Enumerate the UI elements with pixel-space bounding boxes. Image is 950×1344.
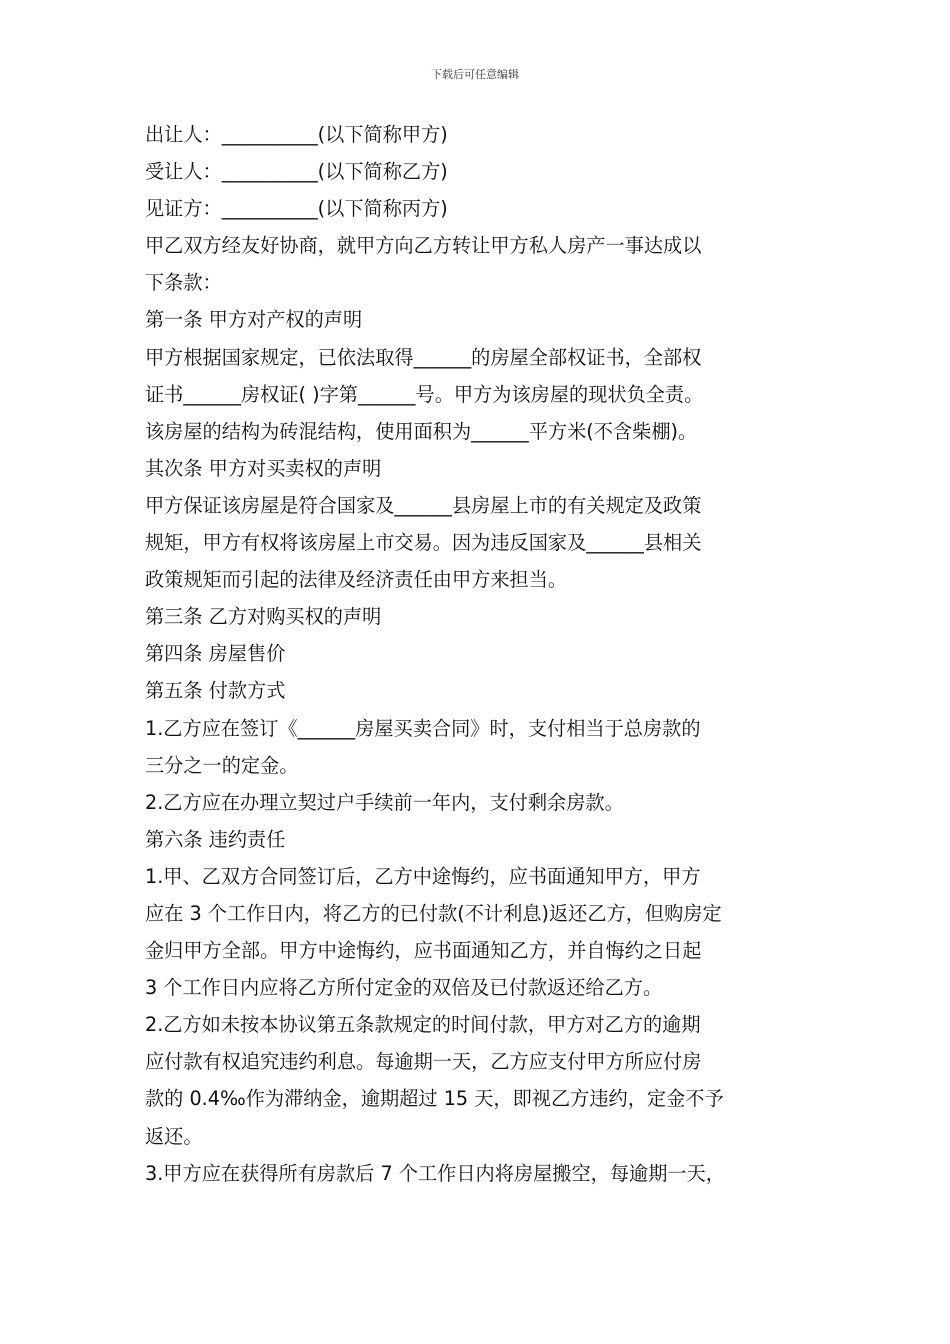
text-line: 规矩，甲方有权将该房屋上市交易。因为违反国家及______县相关 <box>145 531 702 555</box>
text-line: 下条款： <box>145 271 222 295</box>
section-heading: 第六条 违约责任 <box>145 827 286 851</box>
section-heading: 第一条 甲方对产权的声明 <box>145 308 363 332</box>
text-line: 甲方根据国家规定，已依法取得______的房屋全部权证书，全部权 <box>145 345 702 369</box>
text-line: 3 个工作日内应将乙方所付定金的双倍及已付款返还给乙方。 <box>145 976 663 1000</box>
text-line: 金归甲方全部。甲方中途悔约，应书面通知乙方，并自悔约之日起 <box>145 939 702 963</box>
text-line: 出让人：__________(以下简称甲方) <box>145 123 448 146</box>
text-line: 返还。 <box>145 1124 203 1148</box>
section-heading: 其次条 甲方对买卖权的声明 <box>145 456 382 480</box>
text-line: 甲乙双方经友好协商，就甲方向乙方转让甲方私人房产一事达成以 <box>145 234 702 258</box>
text-line: 应付款有权追究违约利息。每逾期一天，乙方应支付甲方所应付房 <box>145 1050 702 1074</box>
section-heading: 第四条 房屋售价 <box>145 642 286 666</box>
text-line: 该房屋的结构为砖混结构，使用面积为______平方米(不含柴棚)。 <box>145 419 698 443</box>
document-body <box>145 116 825 1192</box>
text-line: 政策规矩而引起的法律及经济责任由甲方来担当。 <box>145 568 568 592</box>
text-line: 甲方保证该房屋是符合国家及______县房屋上市的有关规定及政策 <box>145 493 702 517</box>
text-line: 3.甲方应在获得所有房款后 7 个工作日内将房屋搬空，每逾期一天， <box>145 1161 725 1185</box>
text-line: 1.乙方应在签订《______房屋买卖合同》时，支付相当于总房款的 <box>145 716 701 740</box>
text-line: 2.乙方应在办理立契过户手续前一年内，支付剩余房款。 <box>145 790 624 814</box>
text-line: 款的 0.4‰作为滞纳金，逾期超过 15 天，即视乙方违约，定金不予 <box>145 1087 724 1111</box>
page-header: 下载后可任意编辑 <box>431 68 519 81</box>
section-heading: 第三条 乙方对购买权的声明 <box>145 605 382 629</box>
text-line: 1.甲、乙双方合同签订后，乙方中途悔约，应书面通知甲方，甲方 <box>145 864 701 888</box>
text-line: 证书______房权证( )字第______号。甲方为该房屋的现状负全责。 <box>145 382 704 406</box>
text-line: 应在 3 个工作日内，将乙方的已付款(不计利息)返还乙方，但购房定 <box>145 901 722 925</box>
section-heading: 第五条 付款方式 <box>145 679 286 703</box>
text-line: 受让人：__________(以下简称乙方) <box>145 160 448 184</box>
text-line: 见证方：__________(以下简称丙方) <box>145 197 448 221</box>
text-line: 2.乙方如未按本协议第五条款规定的时间付款，甲方对乙方的逾期 <box>145 1013 701 1037</box>
text-line: 三分之一的定金。 <box>145 753 299 777</box>
